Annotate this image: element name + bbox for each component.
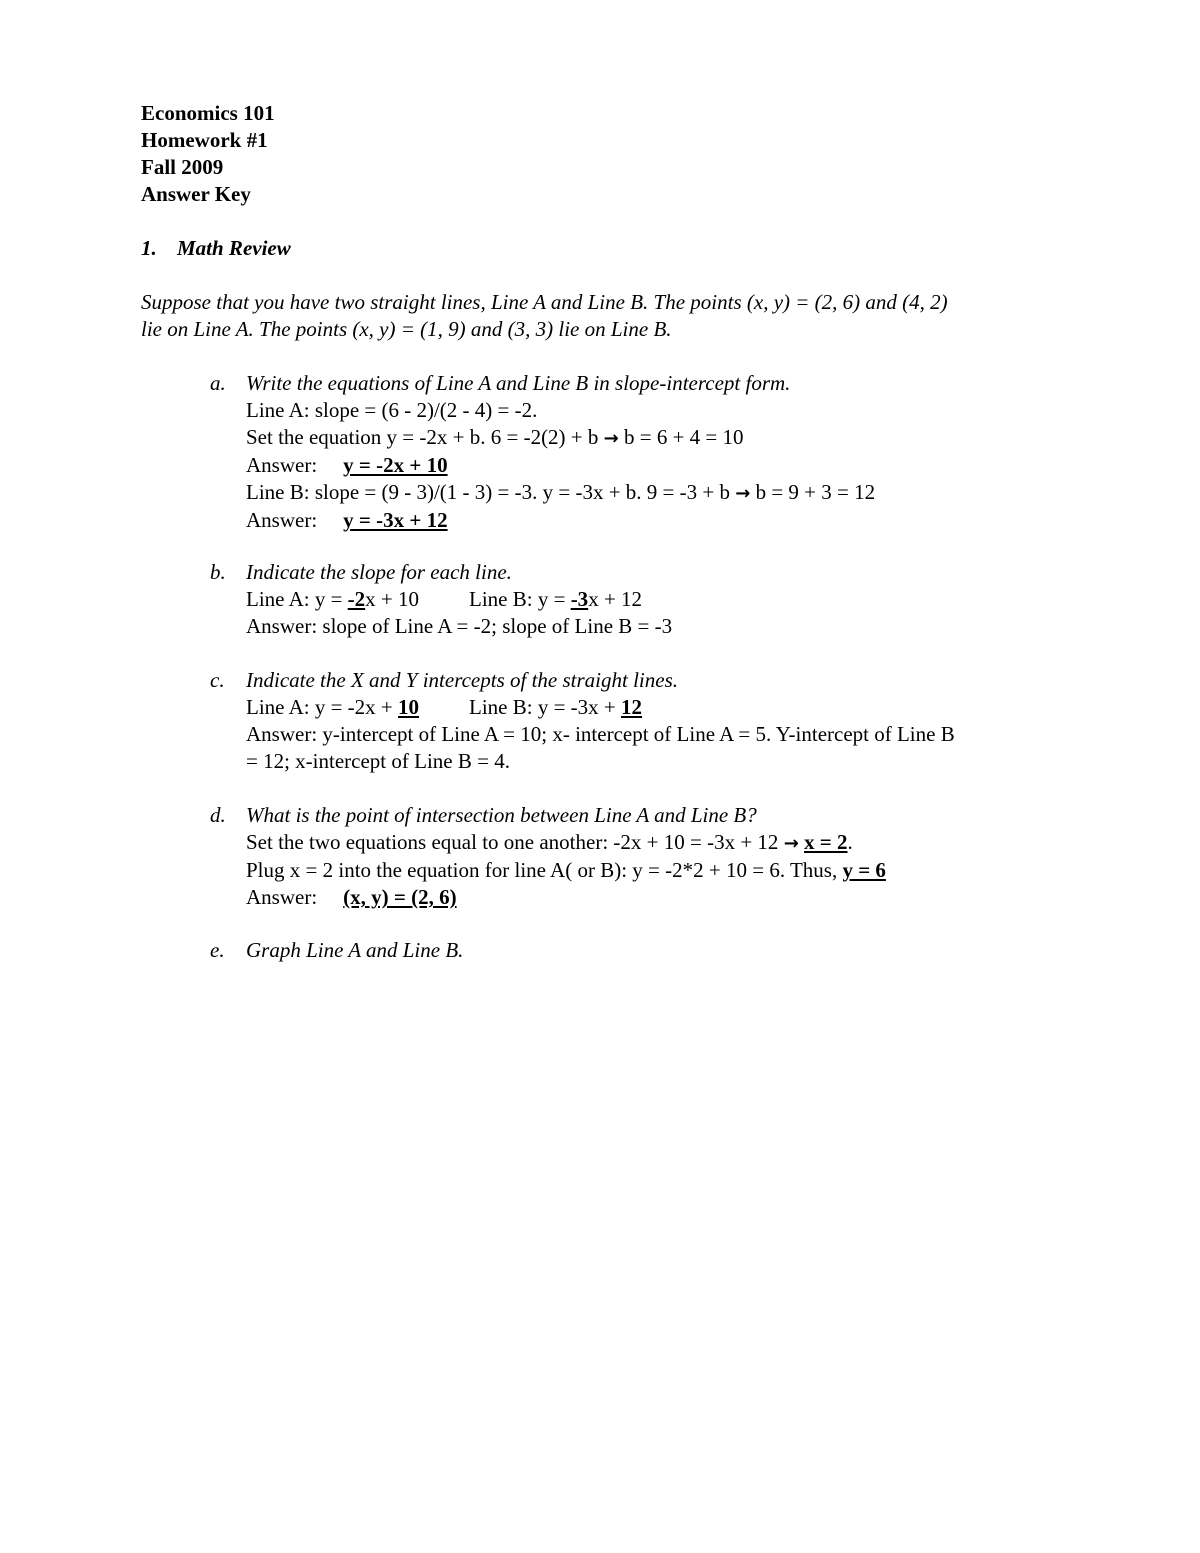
term: Fall 2009 [141,155,224,179]
part-a-line-a-slope: Line A: slope = (6 - 2)/(2 - 4) = -2. [246,398,538,422]
part-b [210,559,1090,640]
course-title: Economics 101 [141,101,275,125]
part-b-question: Indicate the slope for each line. [246,560,512,584]
part-e-marker: e. [210,938,225,962]
part-a-set-equation: Set the equation y = -2x + b. 6 = -2(2) + b → b = 6 + 4 = 10 [246,425,744,449]
part-a-line-b: Line B: slope = (9 - 3)/(1 - 3) = -3. y = -3x + b. 9 = -3 + b → b = 9 + 3 = 12 [246,480,876,504]
part-c-equations: Line A: y = -2x + 10 Line B: y = -3x + 12 [246,695,643,719]
answer-line-b-equation: y = -3x + 12 [343,508,448,532]
y-result: y = 6 [842,858,886,882]
part-a-marker: a. [210,371,226,395]
part-d [210,802,1090,911]
line-a-slope-highlight: -2 [347,587,366,611]
doc-type: Answer Key [141,182,251,206]
part-a-question: Write the equations of Line A and Line B in slope-intercept form. [246,371,791,395]
problem-intro [141,289,1081,343]
arrow-icon: → [603,428,619,449]
part-d-set-equal: Set the two equations equal to one another: -2x + 10 = -3x + 12 → x = 2. [246,830,853,854]
part-a-answer-a: Answer: y = -2x + 10 [246,453,448,477]
part-e [210,937,1090,964]
part-b-equations: Line A: y = -2x + 10 Line B: y = -3x + 12 [246,587,643,611]
section-heading [141,235,291,262]
section-number: 1. [141,236,157,260]
intro-line-1: Suppose that you have two straight lines, Line A and Line B. The points (x, y) = (2, 6) and (4, 2) [141,290,948,314]
line-a-intercept-highlight: 10 [398,695,420,719]
arrow-icon: → [783,833,799,854]
part-c-answer-line-2: = 12; x-intercept of Line B = 4. [246,749,510,773]
part-c-marker: c. [210,668,225,692]
part-e-question: Graph Line A and Line B. [246,938,464,962]
line-b-slope-highlight: -3 [570,587,589,611]
line-b-intercept-highlight: 12 [621,695,643,719]
intersection-answer: (x, y) = (2, 6) [343,885,457,909]
intro-line-2: lie on Line A. The points (x, y) = (1, 9) and (3, 3) lie on Line B. [141,317,672,341]
part-a [210,370,1090,534]
part-a-answer-b: Answer: y = -3x + 12 [246,508,448,532]
part-b-marker: b. [210,560,226,584]
x-result: x = 2 [804,830,848,854]
part-c [210,667,1090,775]
part-b-answer: Answer: slope of Line A = -2; slope of Line B = -3 [246,614,673,638]
part-c-question: Indicate the X and Y intercepts of the straight lines. [246,668,678,692]
part-d-answer: Answer: (x, y) = (2, 6) [246,885,457,909]
part-c-answer-line-1: Answer: y-intercept of Line A = 10; x- intercept of Line A = 5. Y-intercept of Line B [246,722,955,746]
section-title: Math Review [177,236,291,260]
part-d-plug: Plug x = 2 into the equation for line A( or B): y = -2*2 + 10 = 6. Thus, y = 6 [246,858,886,882]
assignment-title: Homework #1 [141,128,268,152]
part-d-marker: d. [210,803,226,827]
document-header [141,100,275,208]
part-d-question: What is the point of intersection between Line A and Line B? [246,803,757,827]
answer-line-a-equation: y = -2x + 10 [343,453,448,477]
arrow-icon: → [735,483,751,504]
